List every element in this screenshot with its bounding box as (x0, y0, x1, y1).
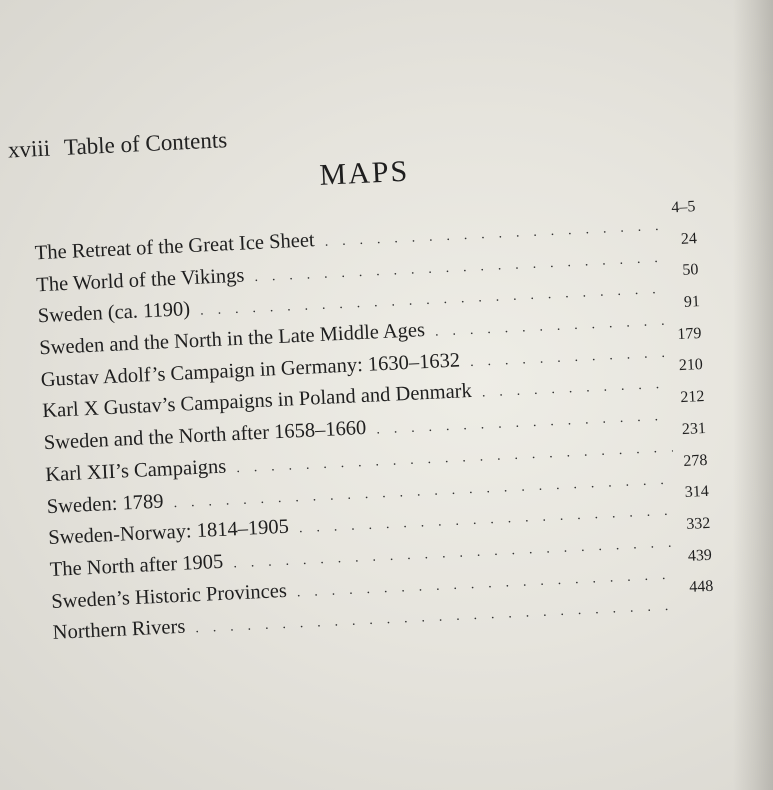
toc-entry-title: Sweden and the North in the Late Middle Ages (38, 319, 426, 360)
running-head-title: Table of Contents (63, 127, 228, 160)
dot-leader (470, 345, 669, 370)
toc-entry-page: 50 (682, 261, 699, 280)
toc-entry-title: Sweden-Norway: 1814–1905 (47, 515, 290, 550)
toc-entry-title: Sweden (ca. 1190) (37, 298, 191, 328)
toc-entry-page: 210 (678, 356, 704, 375)
toc-entry-title: Gustav Adolf’s Campaign in Germany: 1630–1632 (40, 349, 461, 391)
toc-entry-title: The Retreat of the Great Ice Sheet (34, 229, 316, 265)
toc-entry-page: 91 (683, 293, 701, 311)
toc-entry-title: Sweden: 1789 (46, 490, 164, 518)
toc-entry-page: 439 (687, 546, 713, 565)
toc-entry-title: Northern Rivers (52, 615, 186, 645)
dot-leader (435, 314, 667, 341)
toc-entry-title: Sweden and the North after 1658–1660 (43, 417, 367, 455)
dot-leader (481, 377, 670, 402)
toc-entry-page: 448 (688, 578, 714, 597)
toc-entry-title: The World of the Vikings (35, 264, 245, 296)
toc-entry-page: 314 (684, 483, 710, 502)
toc-entry-title: Sweden’s Historic Provinces (50, 579, 288, 613)
running-head (7, 127, 227, 163)
toc-entry-page: 332 (685, 514, 711, 533)
page-number: xviii (7, 135, 51, 163)
section-title: MAPS (318, 154, 410, 192)
toc-entry-page: 212 (679, 388, 705, 407)
toc-entry-page: 231 (681, 419, 707, 438)
toc-entry-page: 4–5 (671, 198, 696, 217)
toc-entry-page: 24 (680, 229, 698, 248)
toc-entry-page: 278 (682, 451, 708, 470)
toc-entry-title: Karl X Gustav’s Campaigns in Poland and Denmark (41, 380, 473, 423)
toc-entry-page: 179 (676, 324, 702, 343)
toc-entry-title: The North after 1905 (49, 550, 224, 581)
maps-list (34, 198, 715, 654)
toc-entry-title: Karl XII’s Campaigns (44, 455, 227, 486)
